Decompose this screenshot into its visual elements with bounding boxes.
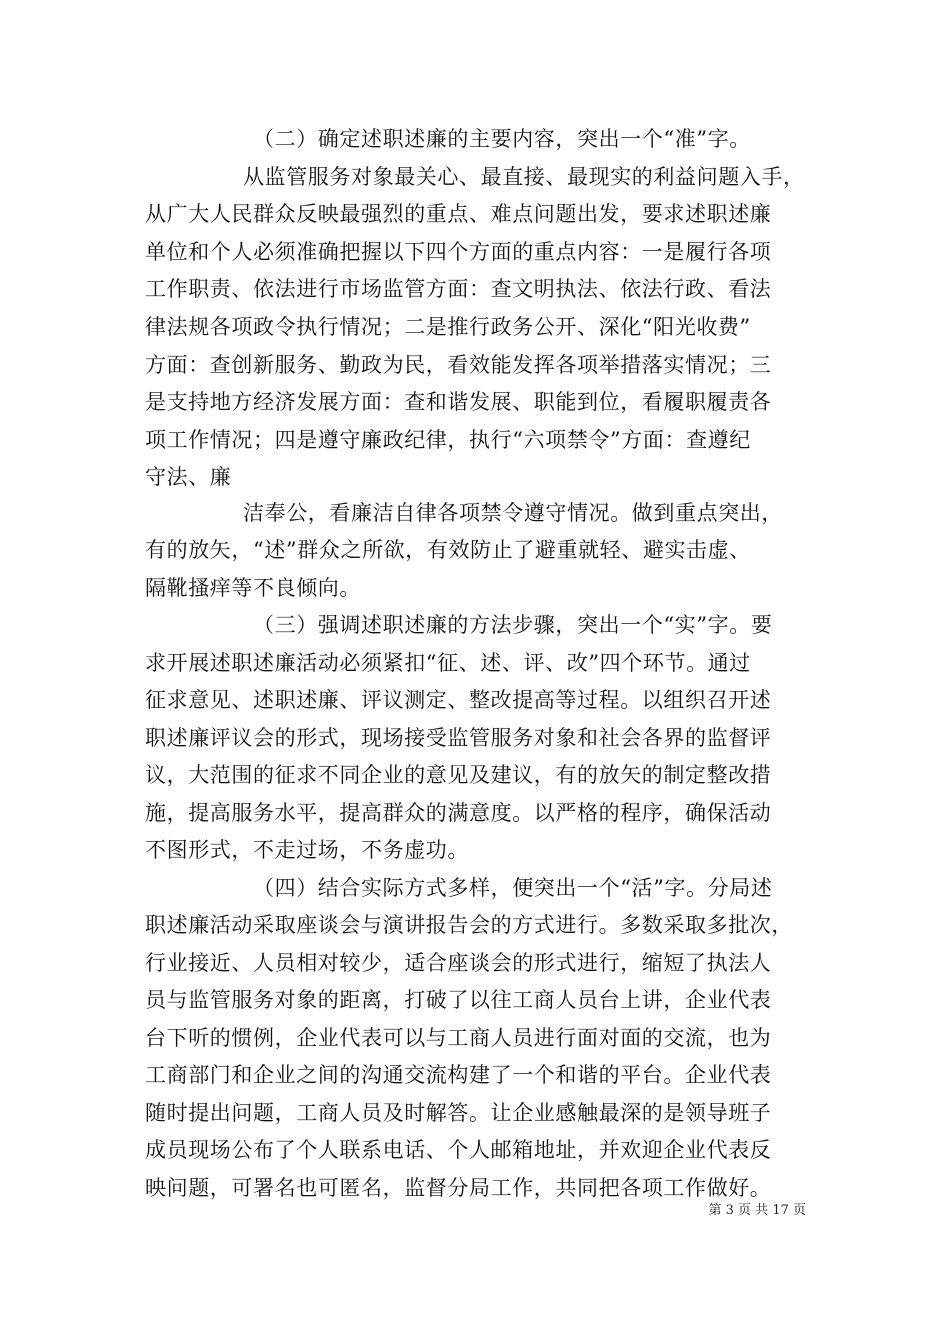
text-line: 是支持地方经济发展方面：查和谐发展、职能到位，看履职履责各	[145, 390, 772, 414]
page-number-footer: 第 3 页 共 17 页	[708, 1203, 806, 1218]
text-line: 律法规各项政令执行情况；二是推行政务公开、深化“阳光收费”	[145, 315, 751, 339]
text-line: 台下听的惯例，企业代表可以与工商人员进行面对面的交流，也为	[145, 1026, 772, 1050]
text-line: 不图形式，不走过场，不务虚功。	[145, 838, 469, 862]
text-line: 施，提高服务水平，提高群众的满意度。以严格的程序，确保活动	[145, 801, 772, 825]
text-line: 求开展述职述廉活动必须紧扣“征、述、评、改”四个环节。通过	[145, 651, 751, 675]
text-line: 项工作情况；四是遵守廉政纪律，执行“六项禁令”方面：查遵纪	[145, 428, 751, 452]
text-line: 工商部门和企业之间的沟通交流构建了一个和谐的平台。企业代表	[145, 1063, 772, 1087]
text-line: （三）强调述职述廉的方法步骤，突出一个“实”字。要	[253, 613, 773, 637]
text-line: 单位和个人必须准确把握以下四个方面的重点内容：一是履行各项	[145, 240, 772, 264]
text-line: 从监管服务对象最关心、最直接、最现实的利益问题入手，	[243, 165, 805, 189]
text-line: （四）结合实际方式多样，便突出一个“活”字。分局述	[253, 876, 773, 900]
text-line: 职述廉活动采取座谈会与演讲报告会的方式进行。多数采取多批次，	[145, 913, 793, 937]
text-line: 征求意见、述职述廉、评议测定、整改提高等过程。以组织召开述	[145, 688, 772, 712]
text-line: 行业接近、人员相对较少，适合座谈会的形式进行，缩短了执法人	[145, 951, 772, 975]
text-line: （二）确定述职述廉的主要内容，突出一个“准”字。	[253, 127, 751, 151]
text-line: 职述廉评议会的形式，现场接受监管服务对象和社会各界的监督评	[145, 726, 772, 750]
text-line: 随时提出问题，工商人员及时解答。让企业感触最深的是领导班子	[145, 1101, 772, 1125]
text-line: 洁奉公，看廉洁自律各项禁令遵守情况。做到重点突出，	[243, 501, 783, 525]
text-line: 隔靴搔痒等不良倾向。	[145, 576, 361, 600]
text-line: 工作职责、依法进行市场监管方面：查文明执法、依法行政、看法	[145, 277, 772, 301]
text-line: 成员现场公布了个人联系电话、个人邮箱地址，并欢迎企业代表反	[145, 1138, 772, 1162]
text-line: 映问题，可署名也可匿名，监督分局工作，共同把各项工作做好。	[145, 1176, 772, 1200]
text-line: 有的放矢，“述”群众之所欲，有效防止了避重就轻、避实击虚、	[145, 538, 751, 562]
text-line: 守法、廉	[145, 465, 232, 489]
text-line: 方面：查创新服务、勤政为民，看效能发挥各项举措落实情况；三	[145, 353, 772, 377]
text-line: 议，大范围的征求不同企业的意见及建议，有的放矢的制定整改措	[145, 763, 772, 787]
text-line: 从广大人民群众反映最强烈的重点、难点问题出发，要求述职述廉	[145, 202, 772, 226]
text-line: 员与监管服务对象的距离，打破了以往工商人员台上讲，企业代表	[145, 988, 772, 1012]
